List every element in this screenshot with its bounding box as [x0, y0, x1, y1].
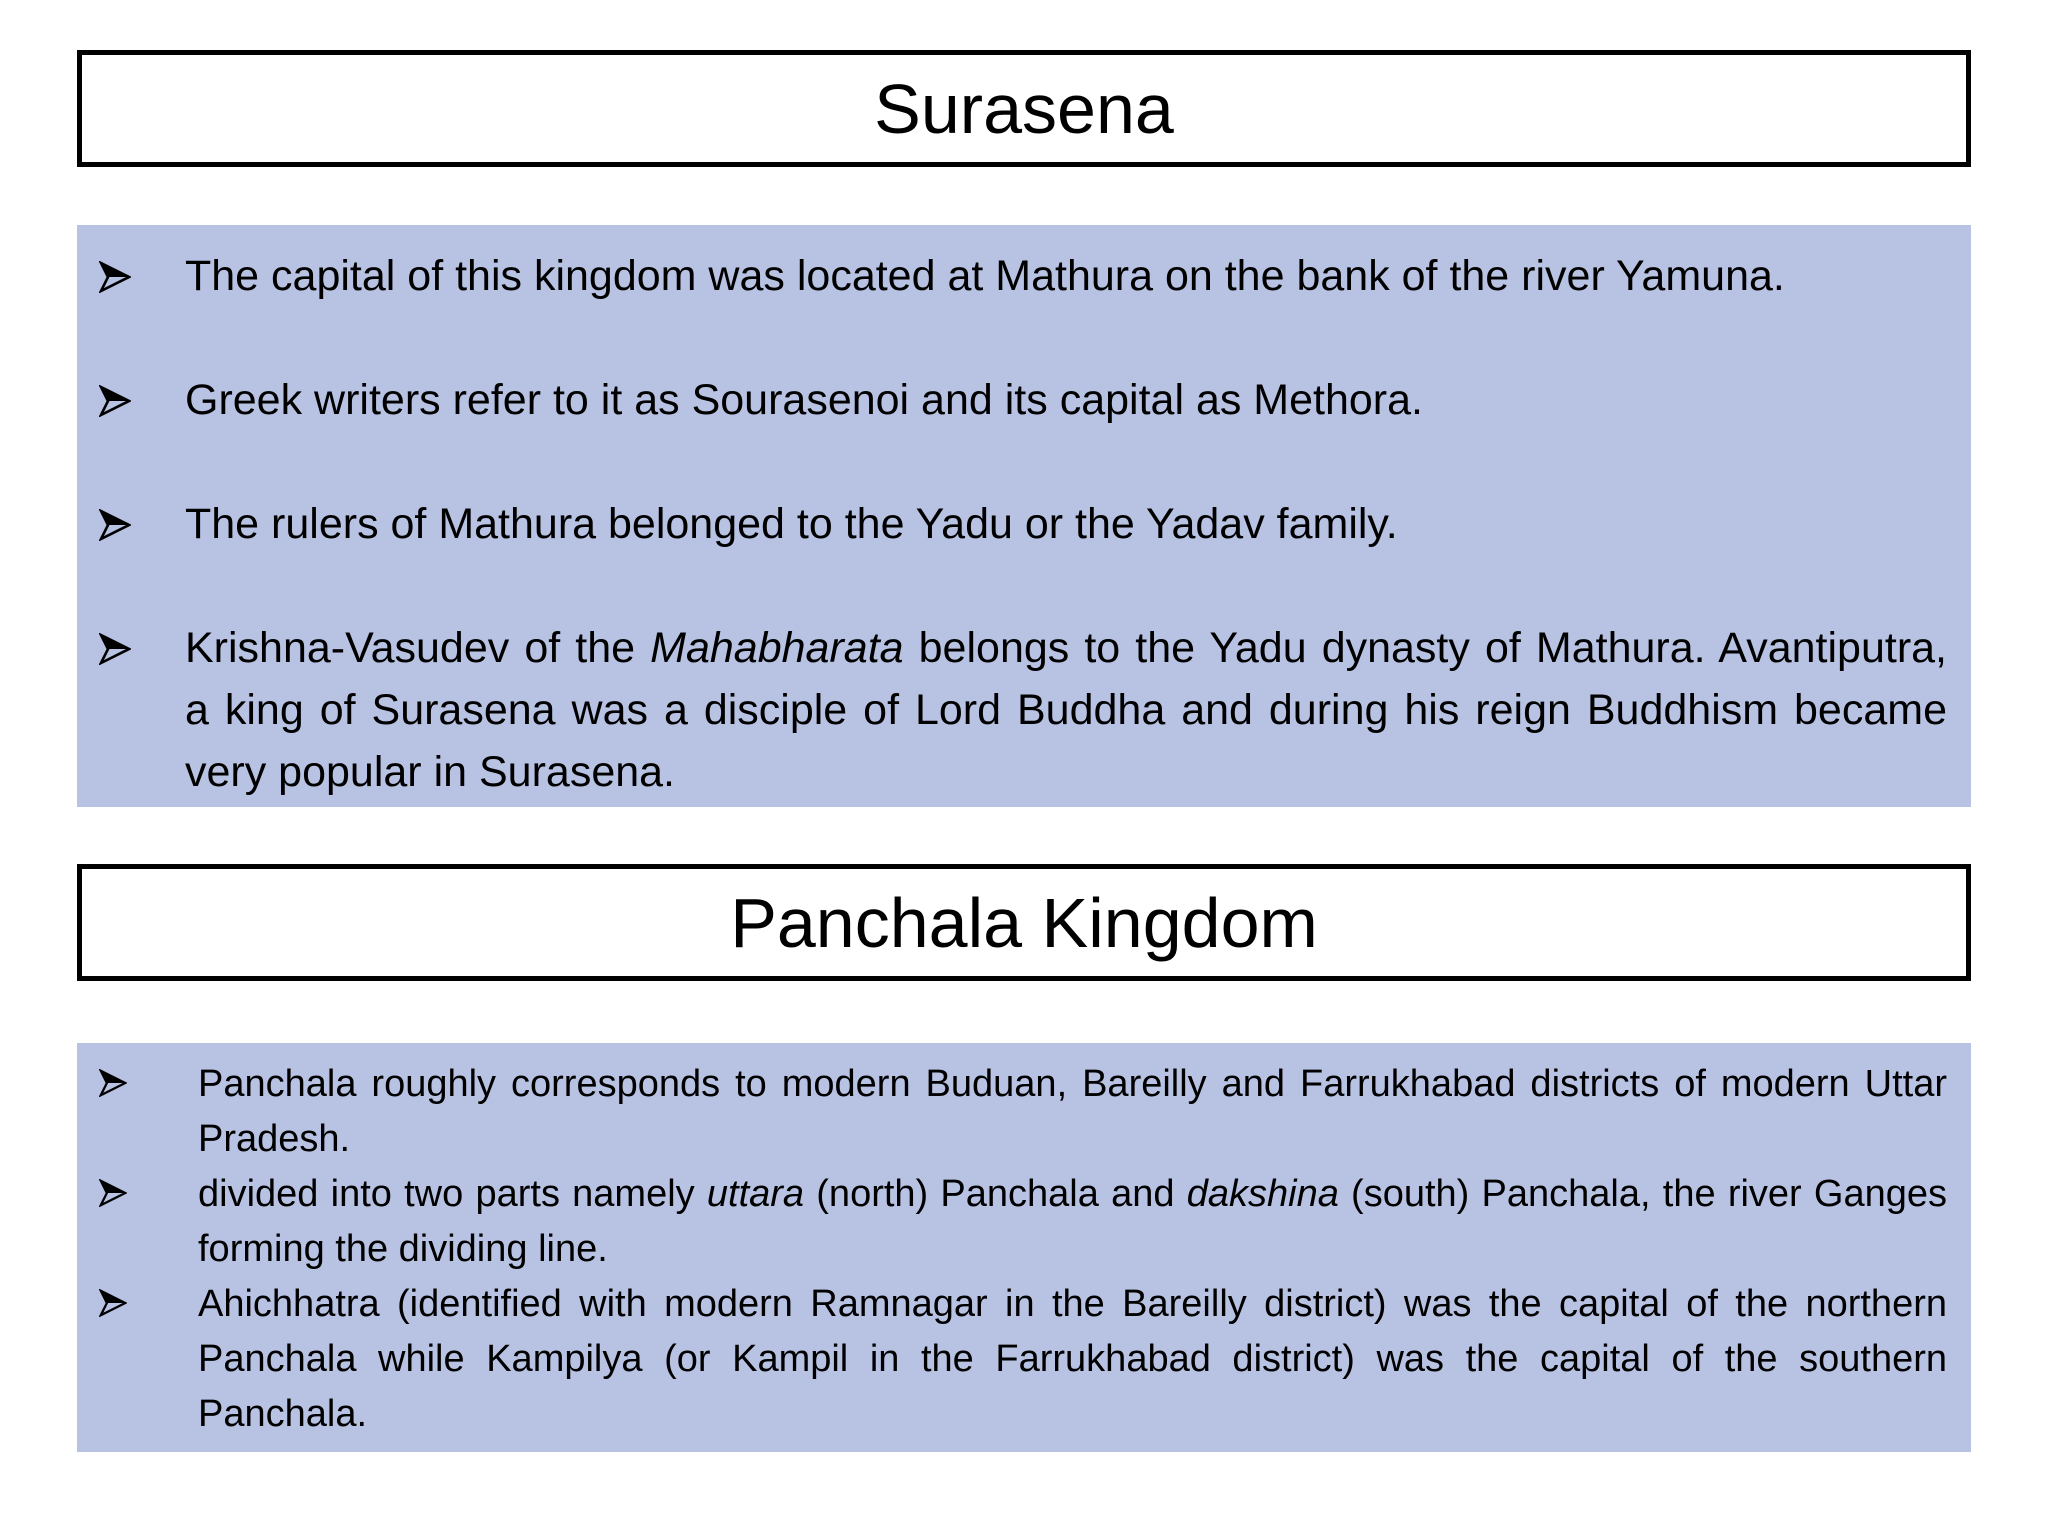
section-title-panchala: Panchala Kingdom [730, 883, 1318, 962]
bullet-item [99, 1277, 1947, 1442]
bullet-text: The capital of this kingdom was located at Mathura on the bank of the river Yamuna. [185, 252, 1785, 300]
bullet-item [99, 1167, 1947, 1277]
bullet-text-italic: uttara [706, 1173, 805, 1215]
section-title-box-panchala [77, 864, 1971, 981]
bullet-text-part: (south) Panchala, the river Ganges forming the dividing line. [198, 1173, 1948, 1270]
bullet-text: Ahichhatra (identified with modern Ramnagar in the Bareilly district) was the capital of the northern Panchala while Kampilya (or Kampil in the Farrukhabad district) was the capital of the southern Panchala. [198, 1283, 1947, 1435]
arrowhead-bullet-icon [99, 633, 131, 665]
bullet-item [99, 617, 1947, 803]
bullet-item [99, 245, 1947, 307]
bullet-text-italic: dakshina [1186, 1173, 1339, 1215]
bullet-text-part: (north) Panchala and [804, 1173, 1187, 1215]
content-panel-surasena [77, 225, 1971, 807]
bullet-text: Greek writers refer to it as Sourasenoi and its capital as Methora. [185, 376, 1423, 424]
bullet-item [99, 369, 1947, 431]
arrowhead-bullet-icon [99, 1179, 127, 1207]
bullet-text-part: belongs to the Yadu dynasty of Mathura. Avantiputra, a king of Surasena was a disciple of Lord Buddha and during his reign Buddhism became very popular in Surasena. [185, 624, 1947, 796]
bullet-text-part: divided into two parts namely [198, 1173, 707, 1215]
arrowhead-bullet-icon [99, 1289, 127, 1317]
bullet-item [99, 493, 1947, 555]
bullet-text [198, 1167, 1947, 1277]
arrowhead-bullet-icon [99, 261, 131, 293]
bullet-item [99, 1057, 1947, 1167]
bullet-text [185, 617, 1947, 803]
section-title-box-surasena [77, 50, 1971, 167]
section-title-surasena: Surasena [874, 69, 1174, 148]
bullet-text: The rulers of Mathura belonged to the Yadu or the Yadav family. [185, 500, 1398, 548]
bullet-text-italic: Mahabharata [650, 624, 904, 672]
content-panel-panchala [77, 1043, 1971, 1452]
bullet-text: Panchala roughly corresponds to modern Buduan, Bareilly and Farrukhabad districts of modern Uttar Pradesh. [198, 1063, 1947, 1160]
bullet-text-part: Krishna-Vasudev of the [185, 624, 651, 672]
arrowhead-bullet-icon [99, 385, 131, 417]
arrowhead-bullet-icon [99, 509, 131, 541]
arrowhead-bullet-icon [99, 1069, 127, 1097]
